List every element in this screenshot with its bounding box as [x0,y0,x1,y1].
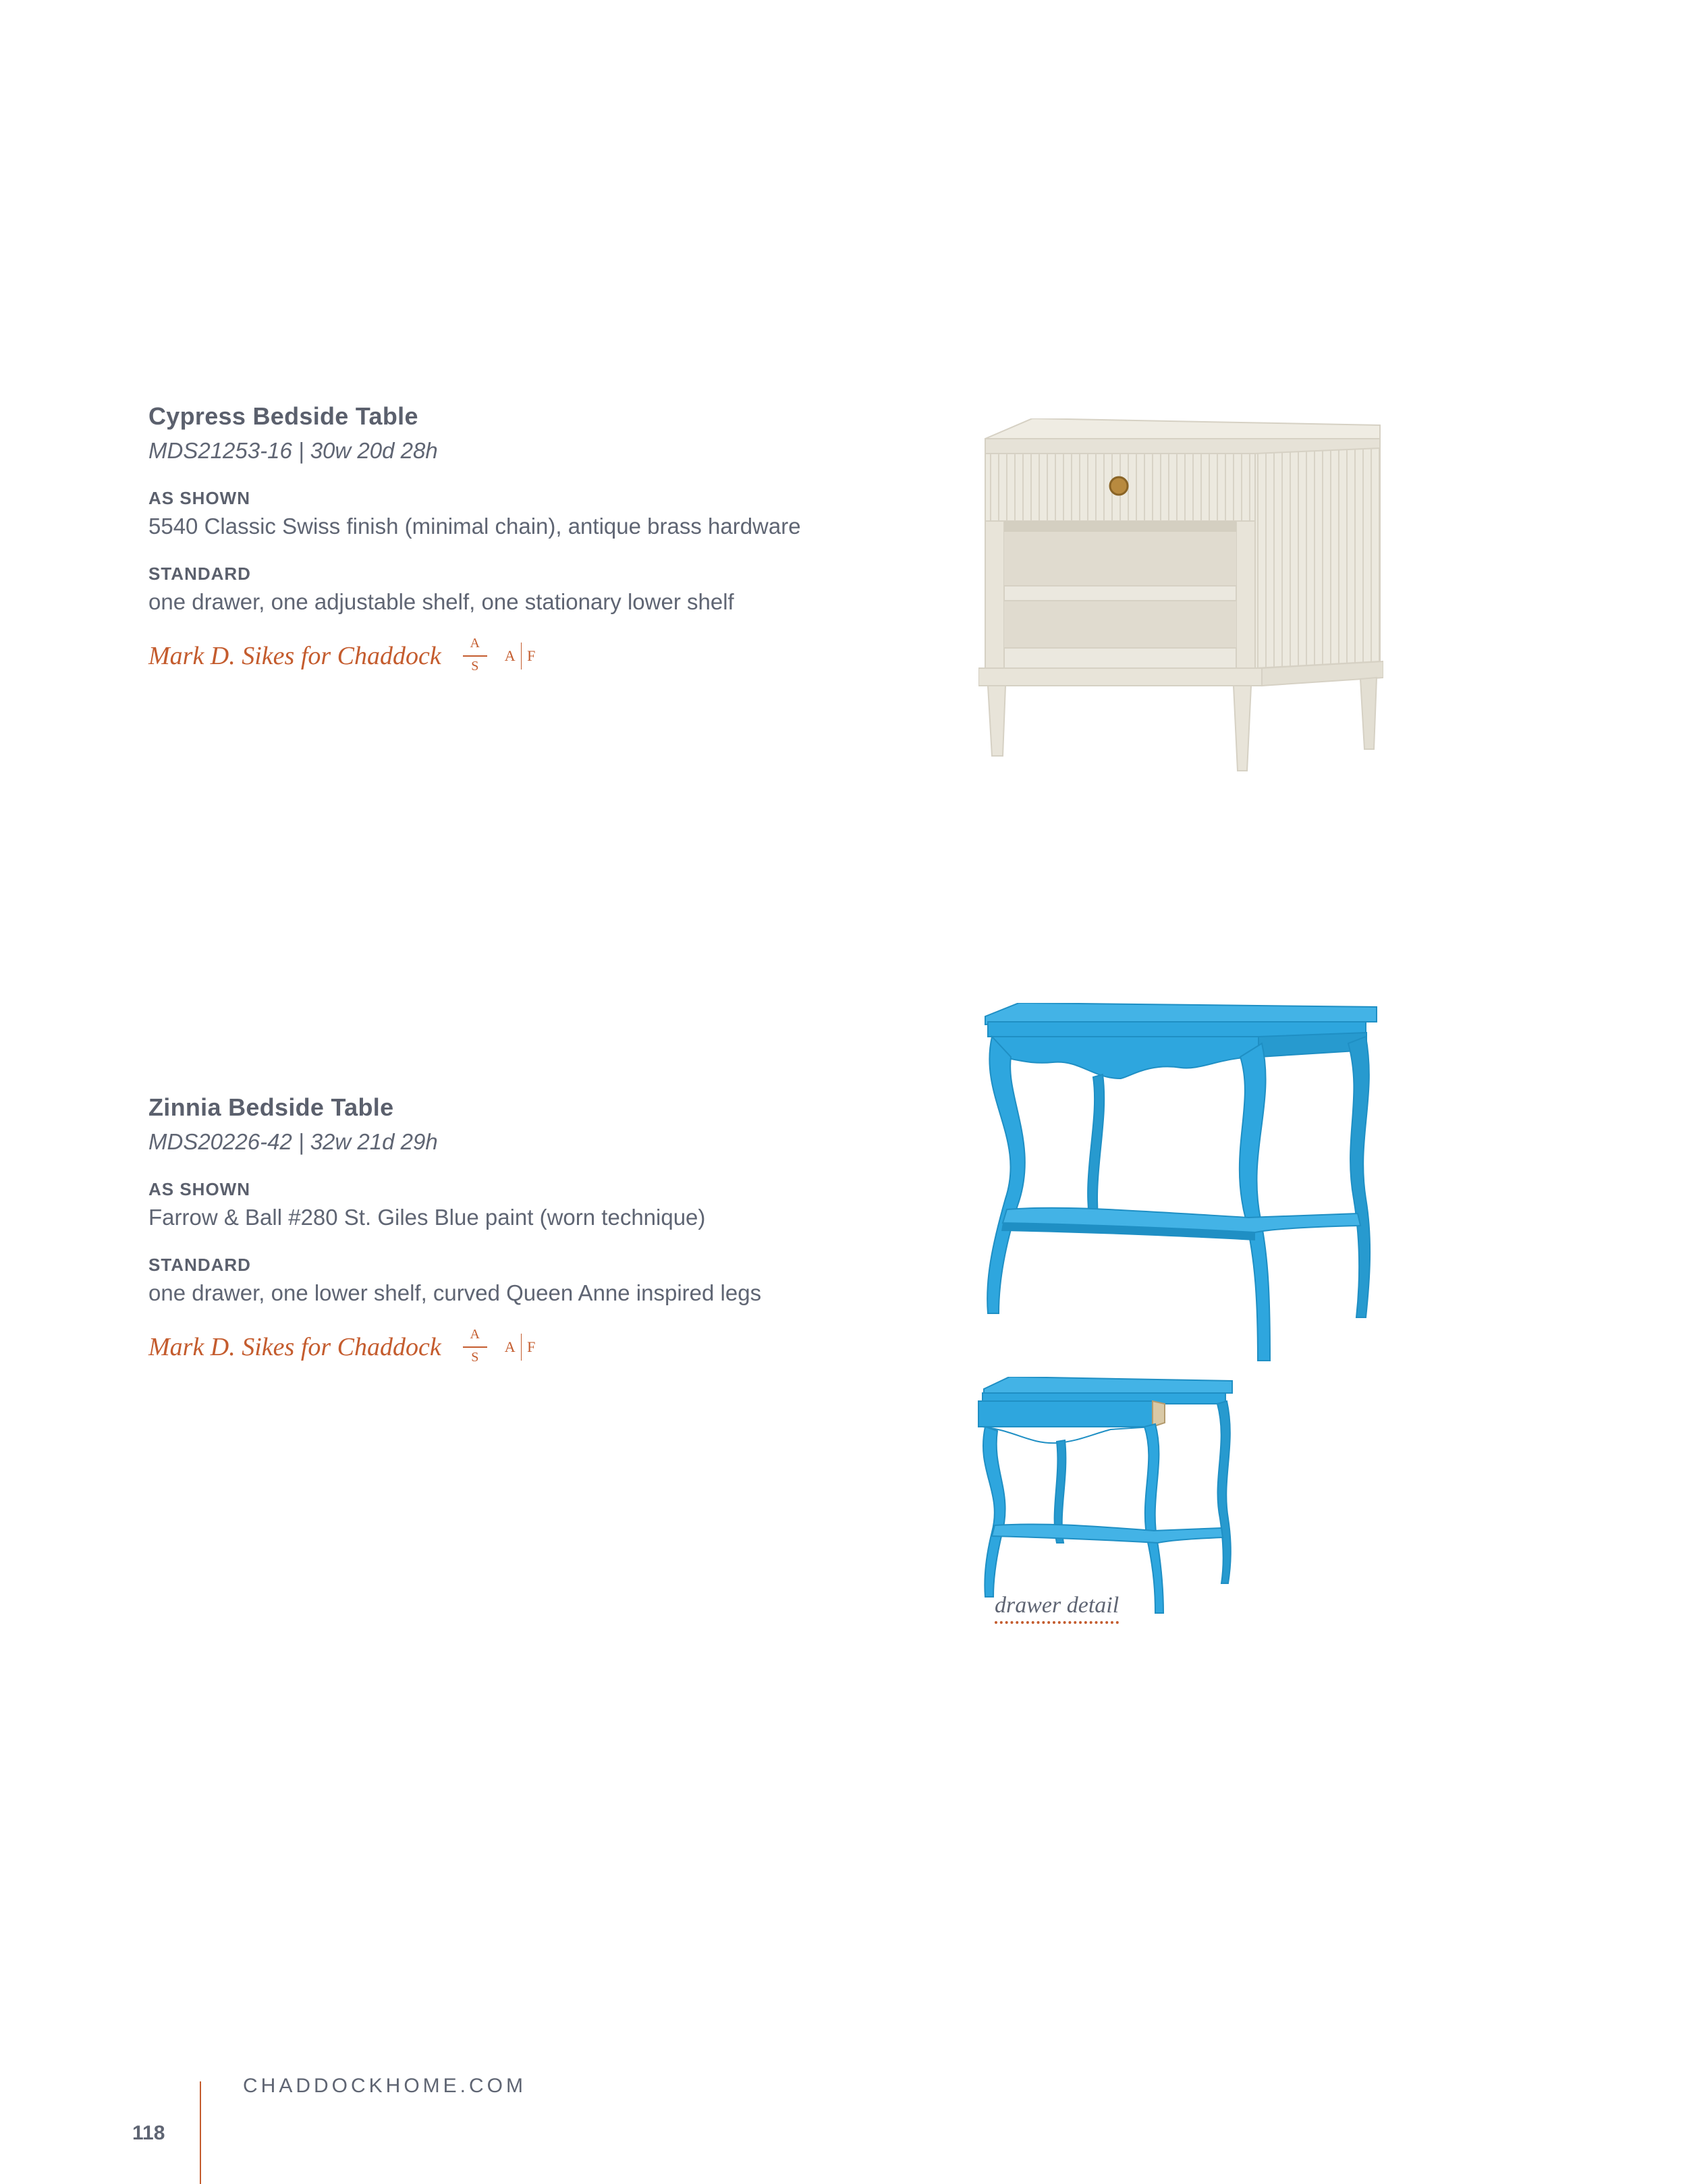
product-sku: MDS20226-42 | 32w 21d 29h [148,1129,438,1154]
standard-label: STANDARD [148,564,251,584]
standard-text: one drawer, one lower shelf, curved Queen Anne inspired legs [148,1280,762,1305]
footer-website[interactable]: CHADDOCKHOME.COM [243,2075,527,2097]
page-number: 118 [132,2122,165,2144]
designer-name: Mark D. Sikes for Chaddock [148,1333,441,1361]
product-title: Zinnia Bedside Table [148,1093,394,1121]
footer-divider [200,2081,201,2184]
zinnia-drawer-detail-image [976,1377,1246,1623]
zinnia-table-image [978,1003,1383,1371]
as-shown-label: AS SHOWN [148,488,250,508]
designer-line [148,634,864,678]
as-monogram-logo: A S [460,634,490,678]
product-title: Cypress Bedside Table [148,402,418,430]
product-zinnia [148,1092,864,1369]
product-sku: MDS21253-16 | 30w 20d 28h [148,438,438,463]
drawer-detail-caption: drawer detail [995,1593,1119,1624]
af-monogram-logo: A F [505,643,536,670]
designer-name: Mark D. Sikes for Chaddock [148,642,441,670]
as-shown-label: AS SHOWN [148,1179,250,1199]
product-cypress [148,401,864,678]
standard-label: STANDARD [148,1255,251,1275]
as-shown-text: 5540 Classic Swiss finish (minimal chain), antique brass hardware [148,514,801,539]
af-monogram-logo: A F [505,1334,536,1361]
as-monogram-logo: A S [460,1326,490,1369]
as-shown-text: Farrow & Ball #280 St. Giles Blue paint (worn technique) [148,1205,706,1230]
cypress-table-image [978,418,1383,780]
designer-line [148,1326,864,1369]
standard-text: one drawer, one adjustable shelf, one stationary lower shelf [148,589,734,614]
